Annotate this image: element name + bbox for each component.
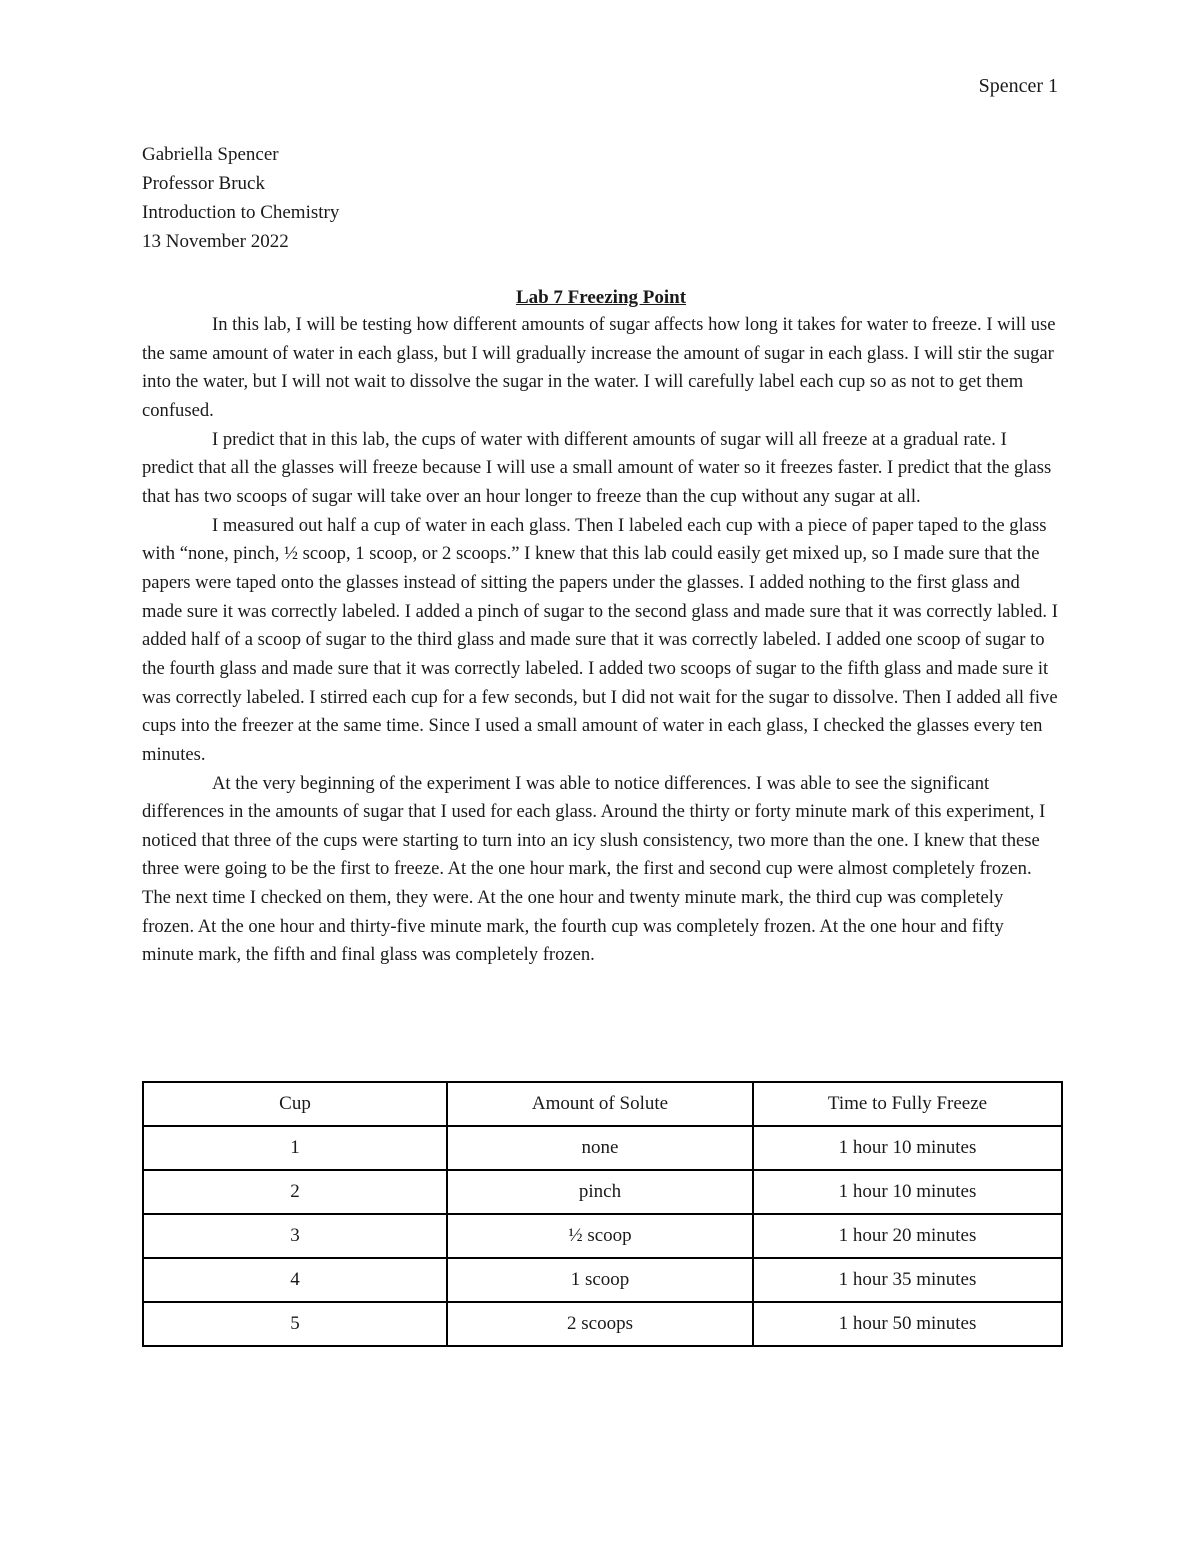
- solute-cell: pinch: [447, 1170, 753, 1214]
- student-name: Gabriella Spencer: [142, 144, 279, 165]
- solute-cell: 2 scoops: [447, 1302, 753, 1346]
- cup-cell: 3: [143, 1214, 447, 1258]
- time-cell: 1 hour 10 minutes: [753, 1126, 1062, 1170]
- paragraph: In this lab, I will be testing how different amounts of sugar affects how long it takes for water to freeze. I will use the same amount of water in each glass, but I will gradually increase the amount of sugar in each glass. I will stir the sugar into the water, but I will not wait to dissolve the sugar in the water. I will carefully label each cup so as not to get them confused.: [142, 314, 1056, 421]
- professor-name: Professor Bruck: [142, 173, 265, 194]
- table-row: [143, 1258, 1062, 1302]
- table-row: [143, 1126, 1062, 1170]
- results-table: [142, 1081, 1063, 1347]
- paragraph: At the very beginning of the experiment I was able to notice differences. I was able to see the significant differences in the amounts of sugar that I used for each glass. Around the thirty or forty minute mark of this experiment, I noticed that three of the cups were starting to turn into an icy slush consistency, two more than the one. I knew that these three were going to be the first to freeze. At the one hour mark, the first and second cup were almost completely frozen. The next time I checked on them, they were. At the one hour and twenty minute mark, the third cup was completely frozen. At the one hour and thirty-five minute mark, the fourth cup was completely frozen. At the one hour and fifty minute mark, the fifth and final glass was completely frozen.: [142, 772, 1046, 966]
- cup-cell: 5: [143, 1302, 447, 1346]
- body-text: [142, 311, 1060, 970]
- time-cell: 1 hour 10 minutes: [753, 1170, 1062, 1214]
- table-row: [143, 1302, 1062, 1346]
- table-row: [143, 1214, 1062, 1258]
- solute-cell: 1 scoop: [447, 1258, 753, 1302]
- document-title: Lab 7 Freezing Point: [515, 287, 687, 308]
- page-header: Spencer 1: [978, 75, 1058, 97]
- solute-cell: none: [447, 1126, 753, 1170]
- time-cell: 1 hour 50 minutes: [753, 1302, 1062, 1346]
- time-cell: 1 hour 35 minutes: [753, 1258, 1062, 1302]
- table-row: [143, 1170, 1062, 1214]
- cup-cell: 4: [143, 1258, 447, 1302]
- cup-cell: 2: [143, 1170, 447, 1214]
- column-header-solute: Amount of Solute: [447, 1082, 753, 1126]
- paragraph: I measured out half a cup of water in each glass. Then I labeled each cup with a piece of paper taped to the glass with “none, pinch, ½ scoop, 1 scoop, or 2 scoops.” I knew that this lab could easily get mixed up, so I made sure that the papers were taped onto the glasses instead of sitting the papers under the glasses. I added nothing to the first glass and made sure it was correctly labeled. I added a pinch of sugar to the second glass and made sure that it was correctly labled. I added half of a scoop of sugar to the third glass and made sure that it was correctly labeled. I added one scoop of sugar to the fourth glass and made sure that it was correctly labeled. I added two scoops of sugar to the fifth glass and made sure it was correctly labeled. I stirred each cup for a few seconds, but I did not wait for the sugar to dissolve. Then I added all five cups into the freezer at the same time. Since I used a small amount of water in each glass, I checked the glasses every ten minutes.: [142, 514, 1058, 765]
- column-header-time: Time to Fully Freeze: [753, 1082, 1062, 1126]
- column-header-cup: Cup: [143, 1082, 447, 1126]
- paragraph: I predict that in this lab, the cups of water with different amounts of sugar will all freeze at a gradual rate. I predict that all the glasses will freeze because I will use a small amount of water so it freezes faster. I predict that the glass that has two scoops of sugar will take over an hour longer to freeze than the cup without any sugar at all.: [142, 428, 1052, 507]
- cup-cell: 1: [143, 1126, 447, 1170]
- document-date: 13 November 2022: [142, 231, 289, 252]
- table-header-row: [143, 1082, 1062, 1126]
- time-cell: 1 hour 20 minutes: [753, 1214, 1062, 1258]
- mla-heading: [142, 140, 1060, 256]
- solute-cell: ½ scoop: [447, 1214, 753, 1258]
- course-name: Introduction to Chemistry: [142, 202, 340, 223]
